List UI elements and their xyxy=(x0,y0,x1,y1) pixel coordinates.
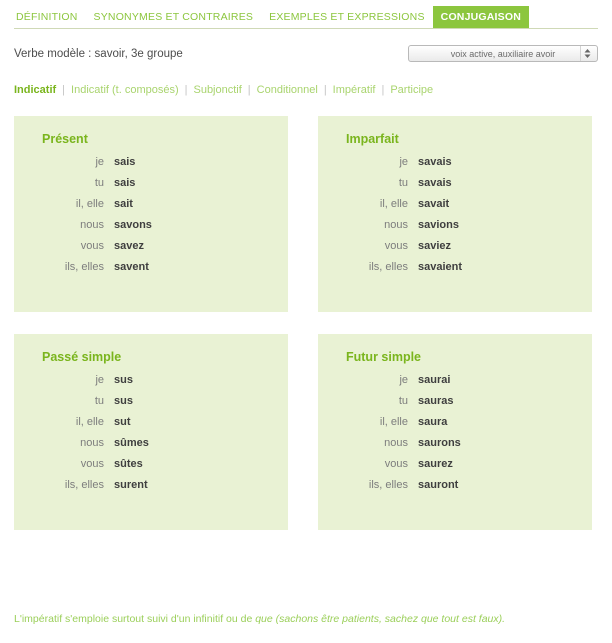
pronoun: ils, elles xyxy=(368,479,408,491)
pronoun: ils, elles xyxy=(64,261,104,273)
pronoun: nous xyxy=(80,219,104,231)
conjugation-row xyxy=(28,240,274,252)
footnote-example: que (sachons être patients, sachez que tout est faux). xyxy=(255,613,506,625)
pronoun: il, elle xyxy=(379,198,408,210)
section-tabs xyxy=(14,6,598,29)
model-row xyxy=(14,45,598,62)
mode-imperatif[interactable]: Impératif xyxy=(332,84,376,96)
pronoun: nous xyxy=(384,219,408,231)
mode-separator: | xyxy=(323,84,327,96)
mode-nav xyxy=(14,84,598,96)
verb-form: savez xyxy=(114,240,144,252)
conjugation-row xyxy=(332,416,578,428)
conjugation-row xyxy=(28,374,274,386)
conjugation-row xyxy=(28,416,274,428)
pronoun: nous xyxy=(80,437,104,449)
tab-conjugaison[interactable]: CONJUGAISON xyxy=(433,6,529,28)
mode-subjonctif[interactable]: Subjonctif xyxy=(193,84,242,96)
pronoun: vous xyxy=(384,240,408,252)
mode-separator: | xyxy=(247,84,251,96)
conjugation-row xyxy=(28,395,274,407)
tense-grid xyxy=(14,116,598,530)
verb-form: sûtes xyxy=(114,458,143,470)
conjugation-row xyxy=(28,156,274,168)
tense-card-futur-simple xyxy=(318,334,592,530)
verb-form: sauront xyxy=(418,479,459,491)
verb-form: sait xyxy=(114,198,133,210)
conjugation-row xyxy=(28,437,274,449)
verb-form: sut xyxy=(114,416,131,428)
verb-form: sais xyxy=(114,156,136,168)
verb-form: savaient xyxy=(418,261,463,273)
verb-form: savais xyxy=(418,177,452,189)
pronoun: vous xyxy=(384,458,408,470)
voice-select[interactable] xyxy=(408,45,598,62)
mode-indicatif-composes[interactable]: Indicatif (t. composés) xyxy=(71,84,179,96)
tense-card-imparfait xyxy=(318,116,592,312)
conjugation-row xyxy=(28,261,274,273)
conjugation-row xyxy=(332,219,578,231)
pronoun: vous xyxy=(80,240,104,252)
conjugation-row xyxy=(28,479,274,491)
verb-form: sus xyxy=(114,374,133,386)
conjugation-row xyxy=(332,437,578,449)
verb-form: sauras xyxy=(418,395,454,407)
pronoun: tu xyxy=(94,177,104,189)
tense-title: Imparfait xyxy=(346,132,399,146)
pronoun: je xyxy=(399,156,408,168)
footnote-lead: L'impératif s'emploie surtout suivi d'un infinitif ou de xyxy=(14,613,256,625)
conjugation-row xyxy=(28,198,274,210)
conjugation-page xyxy=(0,6,612,643)
tab-definition[interactable]: DÉFINITION xyxy=(16,11,78,23)
verb-form: sus xyxy=(114,395,133,407)
conjugation-row xyxy=(332,458,578,470)
pronoun: il, elle xyxy=(379,416,408,428)
tab-exemples[interactable]: EXEMPLES ET EXPRESSIONS xyxy=(269,11,425,23)
pronoun: tu xyxy=(398,395,408,407)
tense-title: Présent xyxy=(42,132,88,146)
mode-separator: | xyxy=(381,84,385,96)
verb-form: savais xyxy=(418,156,452,168)
tense-card-present xyxy=(14,116,288,312)
conjugation-row xyxy=(332,395,578,407)
conjugation-row xyxy=(28,219,274,231)
conjugation-row xyxy=(332,240,578,252)
pronoun: il, elle xyxy=(75,198,104,210)
verb-model-text: Verbe modèle : savoir, 3e groupe xyxy=(14,47,183,60)
mode-conditionnel[interactable]: Conditionnel xyxy=(256,84,318,96)
conjugation-row xyxy=(332,177,578,189)
tense-title: Futur simple xyxy=(346,350,422,364)
conjugation-row xyxy=(332,374,578,386)
mode-participe[interactable]: Participe xyxy=(390,84,434,96)
pronoun: nous xyxy=(384,437,408,449)
conjugation-row xyxy=(28,458,274,470)
pronoun: il, elle xyxy=(75,416,104,428)
pronoun: tu xyxy=(94,395,104,407)
verb-form: savait xyxy=(418,198,450,210)
pronoun: ils, elles xyxy=(64,479,104,491)
tense-title: Passé simple xyxy=(42,350,122,364)
mode-separator: | xyxy=(184,84,188,96)
verb-form: savions xyxy=(418,219,459,231)
pronoun: je xyxy=(95,156,104,168)
verb-form: savent xyxy=(114,261,149,273)
verb-form: saurons xyxy=(418,437,461,449)
pronoun: je xyxy=(95,374,104,386)
tab-synonymes[interactable]: SYNONYMES ET CONTRAIRES xyxy=(93,11,254,23)
verb-form: surent xyxy=(114,479,148,491)
conjugation-row xyxy=(332,198,578,210)
mode-indicatif[interactable]: Indicatif xyxy=(14,84,57,96)
conjugation-row xyxy=(332,261,578,273)
verb-form: sûmes xyxy=(114,437,149,449)
pronoun: vous xyxy=(80,458,104,470)
verb-form: savons xyxy=(114,219,152,231)
verb-form: saviez xyxy=(418,240,452,252)
pronoun: je xyxy=(399,374,408,386)
conjugation-row xyxy=(332,156,578,168)
tense-card-passe-simple xyxy=(14,334,288,530)
mode-separator: | xyxy=(62,84,66,96)
verb-form: saura xyxy=(418,416,448,428)
pronoun: ils, elles xyxy=(368,261,408,273)
verb-form: sais xyxy=(114,177,136,189)
verb-form: saurai xyxy=(418,374,451,386)
imperative-footnote xyxy=(14,609,598,629)
pronoun: tu xyxy=(398,177,408,189)
chevron-updown-icon xyxy=(580,46,593,61)
voice-select-value: voix active, auxiliaire avoir xyxy=(450,48,556,59)
conjugation-row xyxy=(28,177,274,189)
verb-form: saurez xyxy=(418,458,453,470)
conjugation-row xyxy=(332,479,578,491)
